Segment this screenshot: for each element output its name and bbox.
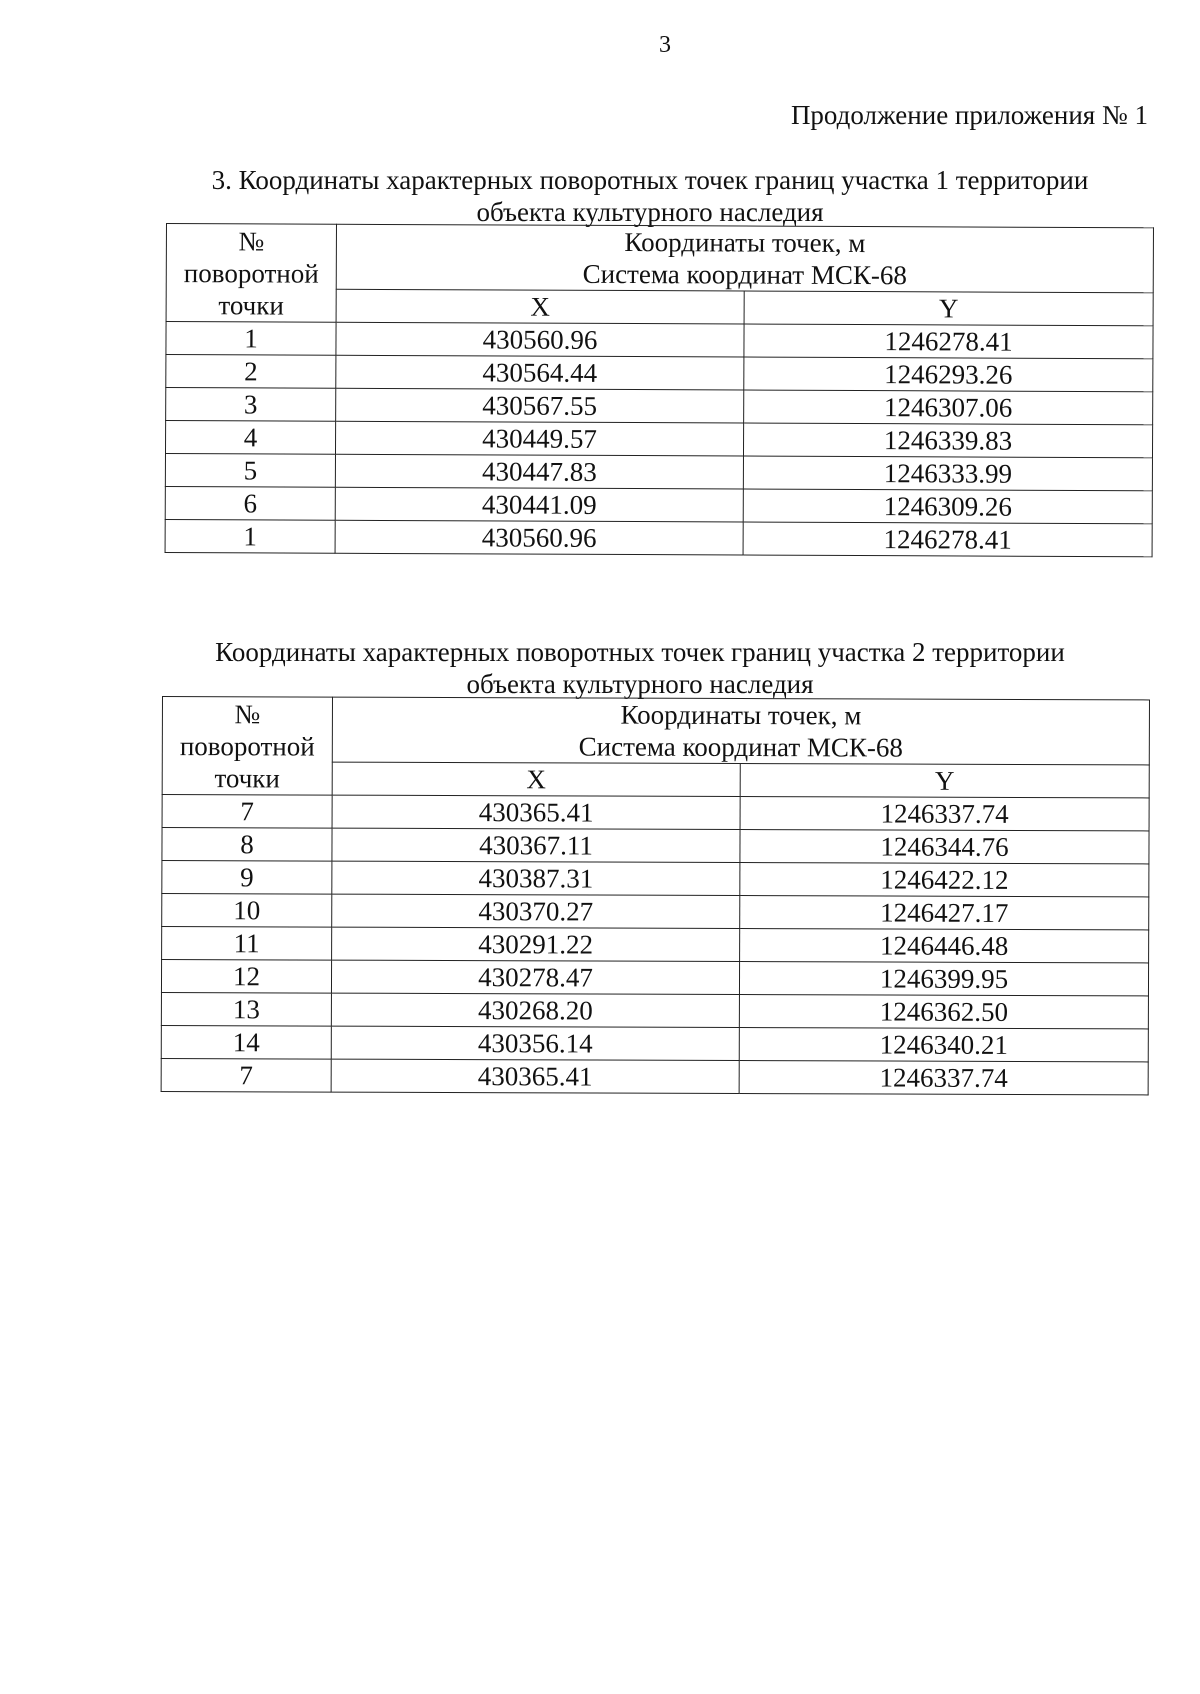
header-text: точки — [214, 762, 280, 793]
coordinates-table-plot-2 — [161, 696, 1150, 1095]
cell-x: 430268.20 — [331, 993, 739, 1027]
table-row — [161, 960, 1148, 996]
section-title-plot-2 — [155, 636, 1125, 700]
cell-y: 1246362.50 — [739, 995, 1148, 1029]
cell-x: 430447.83 — [335, 454, 743, 489]
cell-x: 430367.11 — [332, 828, 740, 862]
header-text: поворотной — [183, 257, 319, 289]
cell-point-number: 14 — [161, 1025, 331, 1059]
cell-y: 1246307.06 — [744, 390, 1153, 425]
table-row — [162, 795, 1149, 831]
table-row — [161, 1025, 1148, 1061]
table-row — [166, 322, 1153, 359]
header-text: Система координат МСК-68 — [582, 258, 907, 291]
header-coordinates — [332, 697, 1149, 765]
cell-x: 430567.55 — [336, 388, 744, 423]
header-y: Y — [744, 291, 1153, 326]
header-y: Y — [740, 764, 1149, 798]
cell-x: 430441.09 — [335, 487, 743, 522]
cell-y: 1246293.26 — [744, 357, 1153, 392]
cell-point-number: 3 — [166, 388, 336, 422]
header-text: № — [238, 225, 265, 256]
cell-point-number: 6 — [165, 486, 335, 520]
section-title-line: объекта культурного наследия — [466, 669, 814, 699]
header-coordinates — [336, 224, 1153, 293]
table-row — [162, 861, 1149, 897]
table-row — [166, 388, 1153, 425]
cell-y: 1246446.48 — [740, 929, 1149, 963]
cell-y: 1246309.26 — [743, 489, 1152, 524]
header-text: Система координат МСК-68 — [578, 731, 904, 763]
cell-x: 430370.27 — [332, 894, 740, 928]
table-row — [165, 421, 1152, 458]
cell-y: 1246337.74 — [740, 797, 1149, 831]
section-title-line: 3. Координаты характерных поворотных точек границ участка 1 территории — [211, 165, 1089, 195]
section-title-line: объекта культурного наследия — [476, 197, 824, 227]
cell-x: 430365.41 — [331, 1059, 739, 1093]
section-title-plot-1 — [160, 164, 1140, 228]
cell-point-number: 13 — [161, 992, 331, 1026]
cell-y: 1246339.83 — [743, 423, 1152, 458]
page-number: 3 — [659, 32, 671, 58]
table-row — [162, 927, 1149, 963]
table-row — [162, 894, 1149, 930]
cell-x: 430560.96 — [336, 322, 744, 357]
cell-x: 430365.41 — [332, 795, 740, 829]
cell-x: 430449.57 — [335, 421, 743, 456]
cell-point-number: 7 — [161, 1058, 331, 1092]
header-point-number — [162, 697, 332, 796]
header-text: точки — [218, 289, 284, 321]
cell-y: 1246422.12 — [740, 863, 1149, 897]
cell-y: 1246340.21 — [739, 1028, 1148, 1062]
header-text: № — [234, 698, 261, 729]
coordinates-table-plot-1 — [165, 223, 1154, 557]
cell-y: 1246278.41 — [744, 324, 1153, 359]
cell-x: 430291.22 — [332, 927, 740, 961]
table-row — [162, 828, 1149, 864]
table-row — [165, 454, 1152, 491]
cell-point-number: 7 — [162, 795, 332, 829]
cell-y: 1246278.41 — [743, 522, 1152, 557]
cell-x: 430387.31 — [332, 861, 740, 895]
table-row — [161, 992, 1148, 1028]
cell-y: 1246399.95 — [739, 962, 1148, 996]
cell-x: 430356.14 — [331, 1026, 739, 1060]
header-point-number — [166, 224, 336, 323]
cell-y: 1246333.99 — [743, 456, 1152, 491]
table-body — [165, 322, 1153, 557]
table-row — [165, 519, 1152, 556]
cell-point-number: 10 — [162, 894, 332, 928]
cell-x: 430564.44 — [336, 355, 744, 390]
cell-point-number: 12 — [161, 960, 331, 994]
header-text: поворотной — [179, 730, 315, 762]
cell-point-number: 8 — [162, 828, 332, 862]
cell-point-number: 11 — [162, 927, 332, 961]
section-title-line: Координаты характерных поворотных точек границ участка 2 территории — [215, 637, 1065, 667]
appendix-continuation-label: Продолжение приложения № 1 — [790, 100, 1148, 130]
cell-point-number: 1 — [165, 519, 335, 553]
cell-point-number: 9 — [162, 861, 332, 895]
table-row — [166, 355, 1153, 392]
cell-y: 1246427.17 — [740, 896, 1149, 930]
header-text: Координаты точек, м — [624, 227, 866, 259]
cell-point-number: 1 — [166, 322, 336, 356]
header-text: Координаты точек, м — [620, 699, 862, 731]
table-row — [161, 1058, 1148, 1094]
header-x: X — [336, 289, 744, 324]
table-body — [161, 795, 1149, 1095]
cell-x: 430560.96 — [335, 520, 743, 555]
table-row — [165, 486, 1152, 523]
cell-point-number: 5 — [165, 454, 335, 488]
cell-point-number: 2 — [166, 355, 336, 389]
cell-y: 1246337.74 — [739, 1061, 1148, 1095]
cell-y: 1246344.76 — [740, 830, 1149, 864]
header-x: X — [332, 762, 740, 796]
cell-x: 430278.47 — [331, 960, 739, 994]
cell-point-number: 4 — [165, 421, 335, 455]
